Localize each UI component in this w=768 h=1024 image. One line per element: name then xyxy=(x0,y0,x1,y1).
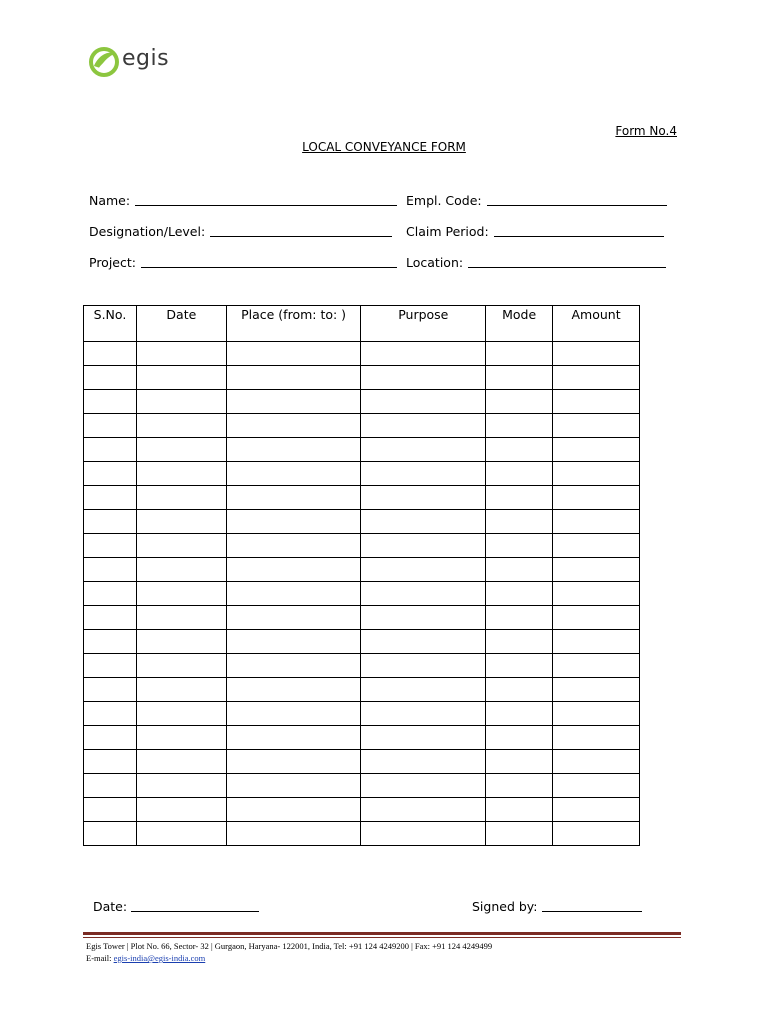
table-cell-amount[interactable] xyxy=(553,462,640,486)
table-cell-sno[interactable] xyxy=(84,798,137,822)
table-cell-sno[interactable] xyxy=(84,510,137,534)
table-cell-purpose[interactable] xyxy=(361,678,486,702)
table-cell-mode[interactable] xyxy=(486,582,553,606)
table-cell-amount[interactable] xyxy=(553,774,640,798)
table-cell-place[interactable] xyxy=(226,678,361,702)
table-cell-date[interactable] xyxy=(136,606,226,630)
table-cell-mode[interactable] xyxy=(486,822,553,846)
table-cell-amount[interactable] xyxy=(553,534,640,558)
form-number: Form No.4 xyxy=(615,124,677,138)
table-cell-purpose[interactable] xyxy=(361,486,486,510)
company-logo xyxy=(88,42,198,82)
table-cell-date[interactable] xyxy=(136,510,226,534)
table-cell-mode[interactable] xyxy=(486,678,553,702)
table-cell-amount[interactable] xyxy=(553,606,640,630)
table-cell-place[interactable] xyxy=(226,630,361,654)
table-cell-date[interactable] xyxy=(136,678,226,702)
table-cell-purpose[interactable] xyxy=(361,702,486,726)
table-cell-date[interactable] xyxy=(136,534,226,558)
table-row xyxy=(84,702,640,726)
table-row xyxy=(84,750,640,774)
table-cell-purpose[interactable] xyxy=(361,630,486,654)
col-header-amount: Amount xyxy=(553,306,640,342)
logo-wordmark: egis xyxy=(122,46,170,71)
table-cell-amount[interactable] xyxy=(553,702,640,726)
col-header-purpose: Purpose xyxy=(361,306,486,342)
table-cell-date[interactable] xyxy=(136,486,226,510)
footer-rule xyxy=(83,932,681,935)
table-cell-place[interactable] xyxy=(226,654,361,678)
table-cell-amount[interactable] xyxy=(553,582,640,606)
table-cell-sno[interactable] xyxy=(84,414,137,438)
name-field[interactable] xyxy=(89,193,397,208)
table-row xyxy=(84,414,640,438)
table-cell-sno[interactable] xyxy=(84,726,137,750)
table-cell-purpose[interactable] xyxy=(361,462,486,486)
table-cell-place[interactable] xyxy=(226,774,361,798)
table-cell-date[interactable] xyxy=(136,702,226,726)
table-cell-purpose[interactable] xyxy=(361,558,486,582)
table-cell-place[interactable] xyxy=(226,534,361,558)
table-cell-sno[interactable] xyxy=(84,438,137,462)
table-cell-place[interactable] xyxy=(226,798,361,822)
table-cell-date[interactable] xyxy=(136,726,226,750)
field-row-name xyxy=(89,193,679,224)
table-cell-sno[interactable] xyxy=(84,534,137,558)
table-cell-amount[interactable] xyxy=(553,822,640,846)
table-cell-place[interactable] xyxy=(226,390,361,414)
table-row xyxy=(84,462,640,486)
table-row xyxy=(84,798,640,822)
table-cell-purpose[interactable] xyxy=(361,726,486,750)
table-cell-mode[interactable] xyxy=(486,702,553,726)
table-cell-mode[interactable] xyxy=(486,798,553,822)
table-cell-amount[interactable] xyxy=(553,654,640,678)
project-blank[interactable] xyxy=(141,256,397,268)
table-cell-sno[interactable] xyxy=(84,654,137,678)
table-cell-amount[interactable] xyxy=(553,630,640,654)
table-cell-mode[interactable] xyxy=(486,390,553,414)
claim-period-label: Claim Period: xyxy=(406,224,489,239)
table-cell-place[interactable] xyxy=(226,606,361,630)
table-cell-mode[interactable] xyxy=(486,726,553,750)
footer-address-block xyxy=(86,940,492,964)
table-cell-purpose[interactable] xyxy=(361,750,486,774)
table-row xyxy=(84,366,640,390)
table-cell-place[interactable] xyxy=(226,726,361,750)
table-cell-sno[interactable] xyxy=(84,678,137,702)
table-cell-amount[interactable] xyxy=(553,486,640,510)
table-cell-mode[interactable] xyxy=(486,366,553,390)
table-cell-mode[interactable] xyxy=(486,774,553,798)
empl-code-label: Empl. Code: xyxy=(406,193,482,208)
table-cell-mode[interactable] xyxy=(486,462,553,486)
table-cell-sno[interactable] xyxy=(84,822,137,846)
footer-email-link[interactable]: egis-india@egis-india.com xyxy=(113,953,206,963)
footer-email-line xyxy=(86,952,492,964)
table-cell-place[interactable] xyxy=(226,366,361,390)
table-cell-sno[interactable] xyxy=(84,606,137,630)
table-cell-purpose[interactable] xyxy=(361,414,486,438)
empl-code-field[interactable] xyxy=(406,193,667,208)
table-cell-place[interactable] xyxy=(226,750,361,774)
table-row xyxy=(84,606,640,630)
egis-logo-mark-icon xyxy=(88,42,122,82)
signoff-date-blank[interactable] xyxy=(131,900,259,912)
conveyance-table xyxy=(83,305,640,846)
location-label: Location: xyxy=(406,255,464,270)
table-cell-amount[interactable] xyxy=(553,510,640,534)
table-cell-purpose[interactable] xyxy=(361,606,486,630)
table-cell-date[interactable] xyxy=(136,822,226,846)
employee-fields xyxy=(89,193,679,286)
table-cell-mode[interactable] xyxy=(486,654,553,678)
name-label: Name: xyxy=(89,193,131,208)
table-row xyxy=(84,438,640,462)
table-cell-mode[interactable] xyxy=(486,414,553,438)
table-cell-date[interactable] xyxy=(136,654,226,678)
table-row xyxy=(84,654,640,678)
table-cell-amount[interactable] xyxy=(553,438,640,462)
field-row-designation xyxy=(89,224,679,255)
table-cell-mode[interactable] xyxy=(486,606,553,630)
table-row xyxy=(84,342,640,366)
table-cell-place[interactable] xyxy=(226,486,361,510)
table-cell-amount[interactable] xyxy=(553,390,640,414)
table-cell-sno[interactable] xyxy=(84,462,137,486)
table-cell-mode[interactable] xyxy=(486,342,553,366)
table-cell-purpose[interactable] xyxy=(361,534,486,558)
col-header-mode: Mode xyxy=(486,306,553,342)
table-cell-mode[interactable] xyxy=(486,534,553,558)
table-cell-purpose[interactable] xyxy=(361,654,486,678)
table-cell-date[interactable] xyxy=(136,630,226,654)
table-header-row xyxy=(84,306,640,342)
table-cell-purpose[interactable] xyxy=(361,798,486,822)
table-cell-date[interactable] xyxy=(136,366,226,390)
footer-rule-thin xyxy=(83,937,681,938)
date-signoff[interactable] xyxy=(93,899,259,914)
table-cell-purpose[interactable] xyxy=(361,366,486,390)
table-cell-place[interactable] xyxy=(226,510,361,534)
footer-address: Egis Tower | Plot No. 66, Sector- 32 | Gurgaon, Haryana- 122001, India, Tel: +91 124 4249200 | Fax: +91 124 4249499 xyxy=(86,941,493,951)
signed-by-blank[interactable] xyxy=(542,900,642,912)
table-cell-purpose[interactable] xyxy=(361,390,486,414)
table-cell-amount[interactable] xyxy=(553,558,640,582)
table-cell-place[interactable] xyxy=(226,438,361,462)
table-cell-place[interactable] xyxy=(226,558,361,582)
table-cell-purpose[interactable] xyxy=(361,774,486,798)
field-row-project xyxy=(89,255,679,286)
table-row xyxy=(84,534,640,558)
table-cell-place[interactable] xyxy=(226,702,361,726)
table-cell-amount[interactable] xyxy=(553,750,640,774)
form-title: LOCAL CONVEYANCE FORM xyxy=(302,140,466,154)
table-cell-date[interactable] xyxy=(136,462,226,486)
table-cell-place[interactable] xyxy=(226,822,361,846)
table-cell-amount[interactable] xyxy=(553,414,640,438)
signed-by-label: Signed by: xyxy=(472,899,538,914)
table-cell-purpose[interactable] xyxy=(361,582,486,606)
table-cell-mode[interactable] xyxy=(486,750,553,774)
location-blank[interactable] xyxy=(468,256,666,268)
table-cell-amount[interactable] xyxy=(553,726,640,750)
signed-by-signoff[interactable] xyxy=(472,899,642,914)
table-cell-date[interactable] xyxy=(136,750,226,774)
table-cell-amount[interactable] xyxy=(553,366,640,390)
table-cell-date[interactable] xyxy=(136,558,226,582)
table-cell-sno[interactable] xyxy=(84,558,137,582)
table-cell-mode[interactable] xyxy=(486,486,553,510)
table-cell-place[interactable] xyxy=(226,462,361,486)
table-body xyxy=(84,342,640,846)
table-cell-mode[interactable] xyxy=(486,510,553,534)
table-row xyxy=(84,726,640,750)
project-field[interactable] xyxy=(89,255,397,270)
table-row xyxy=(84,822,640,846)
table-cell-sno[interactable] xyxy=(84,486,137,510)
empl-code-blank[interactable] xyxy=(487,194,667,206)
table-cell-date[interactable] xyxy=(136,582,226,606)
designation-field[interactable] xyxy=(89,224,392,239)
table-cell-sno[interactable] xyxy=(84,750,137,774)
table-row xyxy=(84,582,640,606)
table-cell-sno[interactable] xyxy=(84,342,137,366)
project-label: Project: xyxy=(89,255,136,270)
table-cell-sno[interactable] xyxy=(84,582,137,606)
table-cell-sno[interactable] xyxy=(84,366,137,390)
table-cell-mode[interactable] xyxy=(486,438,553,462)
table-cell-place[interactable] xyxy=(226,342,361,366)
signoff-date-label: Date: xyxy=(93,899,128,914)
table-cell-place[interactable] xyxy=(226,414,361,438)
table-cell-amount[interactable] xyxy=(553,798,640,822)
table-cell-sno[interactable] xyxy=(84,630,137,654)
claim-period-blank[interactable] xyxy=(494,225,664,237)
table-row xyxy=(84,630,640,654)
table-cell-purpose[interactable] xyxy=(361,510,486,534)
table-cell-date[interactable] xyxy=(136,774,226,798)
table-cell-sno[interactable] xyxy=(84,774,137,798)
col-header-sno: S.No. xyxy=(84,306,137,342)
col-header-place: Place (from: to: ) xyxy=(226,306,361,342)
table-row xyxy=(84,510,640,534)
table-row xyxy=(84,486,640,510)
table-row xyxy=(84,774,640,798)
location-field[interactable] xyxy=(406,255,666,270)
table-cell-date[interactable] xyxy=(136,342,226,366)
col-header-date: Date xyxy=(136,306,226,342)
table-cell-date[interactable] xyxy=(136,414,226,438)
footer-email-label: E-mail: xyxy=(86,953,112,963)
table-cell-purpose[interactable] xyxy=(361,438,486,462)
table-cell-purpose[interactable] xyxy=(361,822,486,846)
claim-period-field[interactable] xyxy=(406,224,664,239)
table-cell-purpose[interactable] xyxy=(361,342,486,366)
table-cell-place[interactable] xyxy=(226,582,361,606)
table-cell-mode[interactable] xyxy=(486,558,553,582)
table-cell-date[interactable] xyxy=(136,390,226,414)
table-row xyxy=(84,558,640,582)
table-row xyxy=(84,390,640,414)
table-cell-date[interactable] xyxy=(136,798,226,822)
table-cell-amount[interactable] xyxy=(553,678,640,702)
designation-label: Designation/Level: xyxy=(89,224,206,239)
table-cell-sno[interactable] xyxy=(84,702,137,726)
name-blank[interactable] xyxy=(135,194,397,206)
designation-blank[interactable] xyxy=(210,225,392,237)
table-row xyxy=(84,678,640,702)
table-cell-date[interactable] xyxy=(136,438,226,462)
table-cell-mode[interactable] xyxy=(486,630,553,654)
table-cell-amount[interactable] xyxy=(553,342,640,366)
table-cell-sno[interactable] xyxy=(84,390,137,414)
